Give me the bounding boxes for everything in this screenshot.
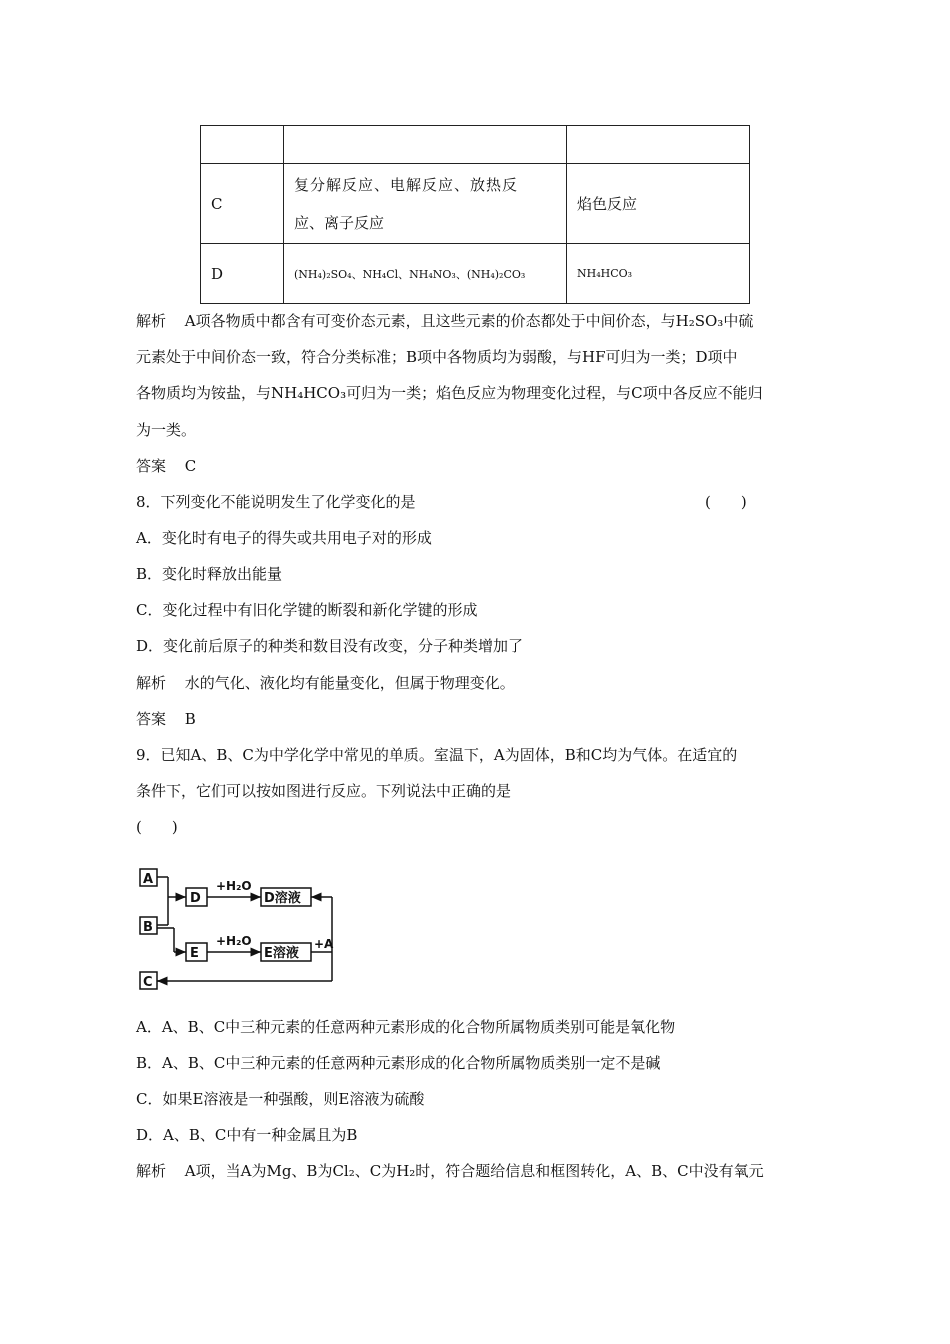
option-d: D．变化前后原子的种类和数目没有改变，分子种类增加了: [136, 637, 524, 655]
label-e: E: [190, 946, 199, 961]
option-c: C．如果E溶液是一种强酸，则E溶液为硫酸: [136, 1090, 425, 1108]
analysis-line: 元素处于中间价态一致，符合分类标准；B项中各物质均为弱酸，与HF可归为一类；D项中: [136, 348, 738, 366]
options-table: [200, 125, 750, 304]
answer-line: [136, 708, 196, 729]
option-c: C．变化过程中有旧化学键的断裂和新化学键的形成: [136, 601, 478, 619]
analysis-label: 解析: [136, 674, 167, 692]
reaction-diagram: [136, 862, 346, 994]
label-d-solution: D溶液: [264, 891, 301, 906]
answer-bracket: ( ): [136, 818, 178, 836]
option-d: D．A、B、C中有一种金属且为B: [136, 1126, 358, 1144]
answer-bracket: ( ): [705, 493, 747, 511]
option-b: B．A、B、C中三种元素的任意两种元素形成的化合物所属物质类别一定不是碱: [136, 1054, 661, 1072]
table-row: [201, 126, 750, 164]
label-plus-a: +A: [314, 937, 334, 951]
question-stem: 9．已知A、B、C为中学化学中常见的单质。室温下，A为固体，B和C均为气体。在适宜的: [136, 746, 738, 764]
answer-value: B: [184, 710, 196, 728]
answer-value: C: [184, 457, 197, 475]
label-b: B: [143, 920, 153, 935]
label-plus-water-2: +H₂O: [216, 934, 252, 948]
table-row: [201, 244, 750, 304]
analysis-line: 解析 A项各物质中都含有可变价态元素，且这些元素的价态都处于中间价态，与H₂SO₃中硫: [136, 312, 754, 330]
row-label: D: [201, 244, 284, 304]
analysis-line: 解析 A项，当A为Mg、B为Cl₂、C为H₂时，符合题给信息和框图转化，A、B、C中没有氧元: [136, 1162, 764, 1180]
table-row: [201, 164, 750, 244]
label-c: C: [143, 975, 153, 990]
table-cell: (NH₄)₂SO₄、NH₄Cl、NH₄NO₃、(NH₄)₂CO₃: [284, 244, 567, 304]
label-e-solution: E溶液: [264, 946, 299, 961]
table-cell: NH₄HCO₃: [567, 244, 750, 304]
label-d: D: [190, 891, 201, 906]
label-a: A: [143, 872, 154, 887]
option-a: A．A、B、C中三种元素的任意两种元素形成的化合物所属物质类别可能是氧化物: [136, 1018, 676, 1036]
answer-label: 答案: [136, 457, 167, 475]
analysis-label: 解析: [136, 312, 167, 330]
analysis-line: 解析 水的气化、液化均有能量变化，但属于物理变化。: [136, 674, 515, 692]
analysis-line: 为一类。: [136, 421, 197, 439]
question-stem: 条件下，它们可以按如图进行反应。下列说法中正确的是: [136, 782, 512, 800]
table-cell: 焰色反应: [567, 164, 750, 244]
question-stem: 8．下列变化不能说明发生了化学变化的是: [136, 493, 416, 511]
answer-label: 答案: [136, 710, 167, 728]
label-plus-water-1: +H₂O: [216, 879, 252, 893]
answer-line: [136, 455, 196, 476]
analysis-line: 各物质均为铵盐，与NH₄HCO₃可归为一类；焰色反应为物理变化过程，与C项中各反应不能归: [136, 384, 763, 402]
option-a: A．变化时有电子的得失或共用电子对的形成: [136, 529, 432, 547]
row-label: C: [201, 164, 284, 244]
table-cell: 复分解反应、电解反应、放热反 应、离子反应: [284, 164, 567, 244]
analysis-label: 解析: [136, 1162, 167, 1180]
option-b: B．变化时释放出能量: [136, 565, 283, 583]
